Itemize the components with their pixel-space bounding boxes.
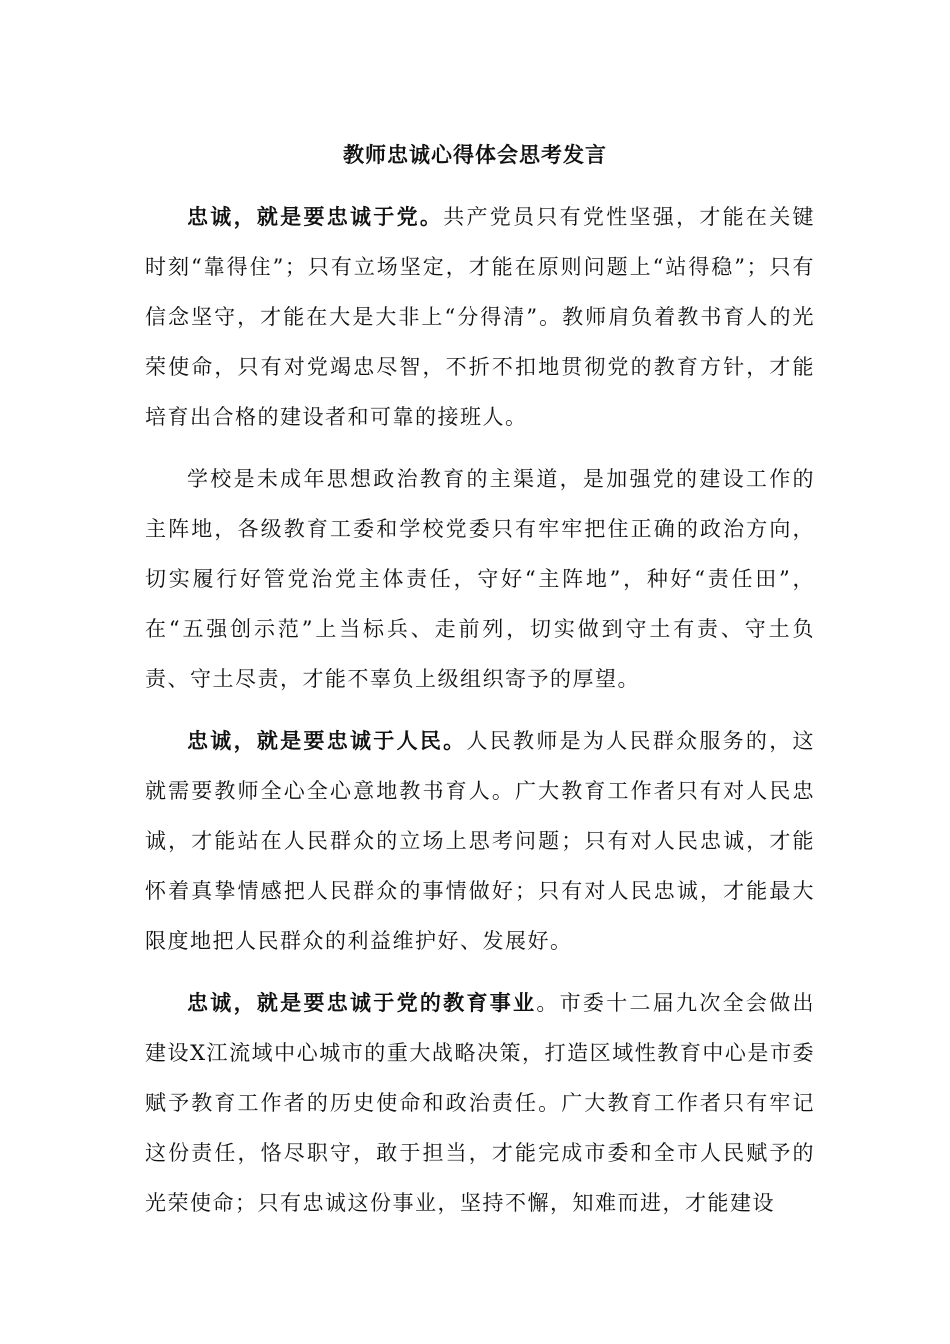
paragraph-gap: [145, 966, 815, 978]
paragraph-gap: [145, 704, 815, 716]
paragraph-text: 人民教师是为人民群众服务的，这就需要教师全心全心意地教书育人。广大教育工作者只有对人民忠诚，才能站在人民群众的立场上思考问题；只有对人民忠诚，才能怀着真挚情感把人民群众的事情做好；只有对人民忠诚，才能最大限度地把人民群众的利益维护好、发展好。: [145, 729, 816, 953]
paragraph-lead: 忠诚，就是要忠诚于人民。: [187, 728, 467, 753]
document-body: [145, 192, 815, 1228]
paragraph-lead: 忠诚，就是要忠诚于党的教育事业: [187, 990, 537, 1015]
paragraph-lead: 忠诚，就是要忠诚于党。: [187, 204, 444, 229]
paragraph-gap: [145, 442, 815, 454]
paragraph-text: 。市委十二届九次全会做出建设X江流域中心城市的重大战略决策，打造区域性教育中心是市委赋予教育工作者的历史使命和政治责任。广大教育工作者只有牢记这份责任，恪尽职守，敢于担当，才能完成市委和全市人民赋予的光荣使命；只有忠诚这份事业，坚持不懈，知难而进，才能建设: [145, 991, 816, 1215]
paragraph-school-role: [145, 454, 815, 704]
document-title: 教师忠诚心得体会思考发言: [343, 142, 607, 167]
paragraph-loyalty-to-party: [145, 192, 815, 442]
paragraph-loyalty-to-education: [145, 978, 815, 1228]
paragraph-loyalty-to-people: [145, 716, 815, 966]
paragraph-text: 共产党员只有党性坚强，才能在关键时刻“靠得住”；只有立场坚定，才能在原则问题上“站得稳”；只有信念坚守，才能在大是大非上“分得清”。教师肩负着教书育人的光荣使命，只有对党竭忠尽智，不折不扣地贯彻党的教育方针，才能培育出合格的建设者和可靠的接班人。: [145, 205, 816, 429]
paragraph-text: 学校是未成年思想政治教育的主渠道，是加强党的建设工作的主阵地，各级教育工委和学校党委只有牢牢把住正确的政治方向，切实履行好管党治党主体责任，守好“主阵地”，种好“责任田”，在“五强创示范”上当标兵、走前列，切实做到守土有责、守土负责、守土尽责，才能不辜负上级组织寄予的厚望。: [145, 467, 815, 691]
